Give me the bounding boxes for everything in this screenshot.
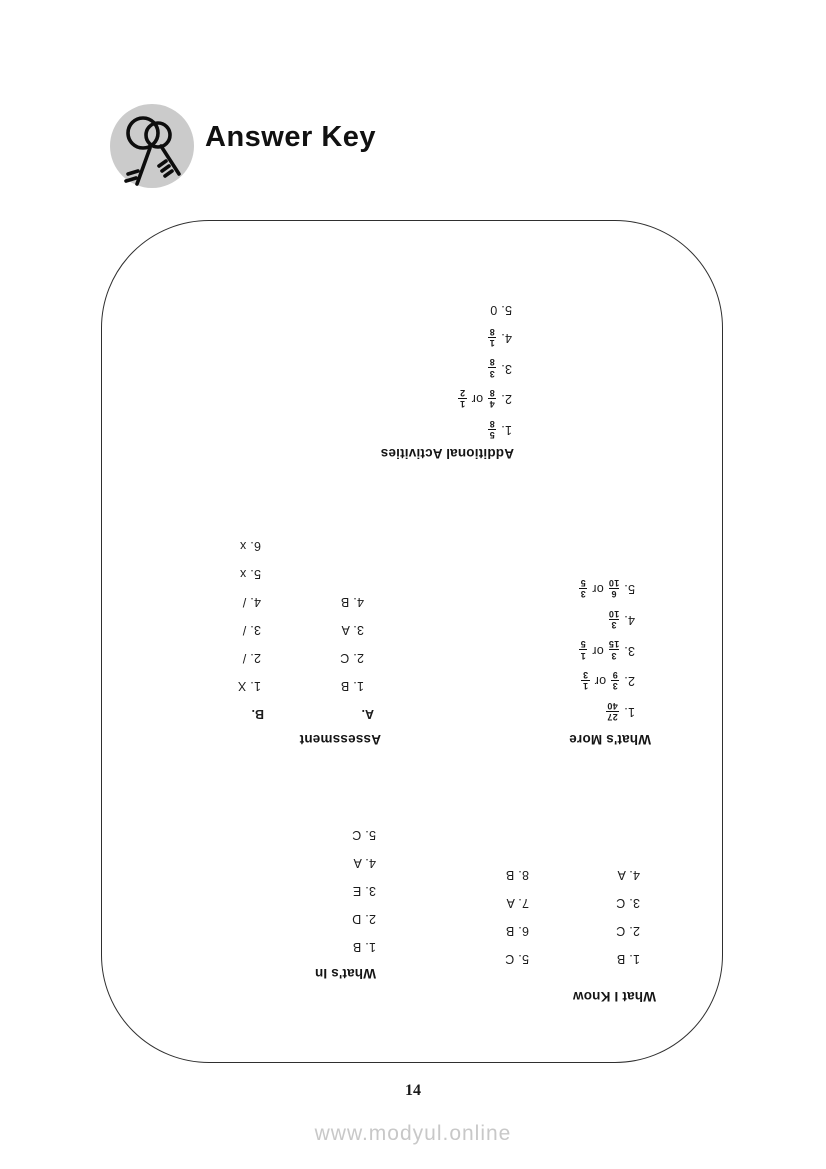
answer-panel bbox=[101, 220, 723, 1063]
answer-item: 3. 3 8 bbox=[294, 357, 512, 379]
fraction: 3 10 bbox=[608, 608, 620, 630]
fraction: 4 8 bbox=[489, 387, 495, 410]
page-number: 14 bbox=[405, 1082, 421, 1099]
fraction: 5 8 bbox=[489, 418, 495, 440]
answers-column bbox=[340, 588, 364, 700]
answer-item: 3. / bbox=[242, 623, 261, 637]
answer-item: 4. 3 10 bbox=[608, 608, 635, 630]
fraction: 3 15 bbox=[608, 639, 620, 661]
answer-item: 5. x bbox=[239, 567, 261, 581]
fraction: 3 9 bbox=[612, 669, 618, 692]
answer-item: 1. B bbox=[340, 679, 364, 693]
answer-item: 3. E bbox=[352, 884, 376, 898]
answer-item: 3. C bbox=[615, 896, 640, 910]
answer-item: 1. 27 40 bbox=[431, 700, 635, 722]
watermark: www.modyul.online bbox=[314, 1122, 512, 1145]
answers-column bbox=[505, 861, 529, 973]
answer-item: 4. / bbox=[242, 595, 261, 609]
answers-column bbox=[238, 532, 261, 700]
section-title: What's In bbox=[314, 966, 376, 981]
answer-item: 3. 3 15 or 1 5 bbox=[431, 639, 635, 661]
section-title: What's More bbox=[569, 732, 651, 747]
fraction: 1 5 bbox=[580, 639, 586, 661]
answer-item: 2. 4 8 or 1 2 bbox=[294, 388, 512, 410]
keys-icon bbox=[110, 104, 194, 188]
section-whats-more bbox=[431, 569, 651, 747]
answer-item: 5. C bbox=[351, 828, 376, 842]
answer-item: 5. 6 10 or 3 5 bbox=[431, 578, 635, 600]
answer-item: 2. 3 9 or 1 3 bbox=[431, 670, 635, 692]
answer-item: 1. B bbox=[616, 952, 640, 966]
answers-list bbox=[294, 303, 512, 440]
answer-item: 1. 5 8 bbox=[294, 418, 512, 440]
page-title: Answer Key bbox=[205, 121, 377, 153]
answer-item: 4. A bbox=[617, 868, 640, 882]
answer-item: 2. C bbox=[615, 924, 640, 938]
answer-item: 3. A bbox=[341, 623, 364, 637]
section-what-i-know bbox=[426, 854, 656, 1004]
fraction: 6 10 bbox=[608, 577, 620, 600]
column-a-label: A. bbox=[361, 707, 374, 721]
answer-item: 2. D bbox=[351, 912, 376, 926]
fraction: 1 2 bbox=[459, 387, 466, 410]
answer-item: 5. C bbox=[504, 952, 529, 966]
section-title: What I Know bbox=[572, 989, 656, 1004]
section-whats-in bbox=[226, 821, 376, 981]
section-assessment bbox=[171, 517, 381, 747]
fraction: 1 8 bbox=[489, 326, 495, 348]
answer-item: 5. 0 bbox=[489, 303, 512, 318]
answer-item: 6. x bbox=[239, 539, 261, 553]
answer-item: 4. 1 8 bbox=[294, 326, 512, 348]
answers-list bbox=[431, 578, 635, 722]
answer-item: 4. A bbox=[353, 856, 376, 870]
rotated-content bbox=[102, 221, 722, 1061]
answer-item: 1. X bbox=[237, 679, 261, 693]
answer-item: 1. B bbox=[352, 940, 376, 954]
answer-item: 2. / bbox=[242, 651, 261, 665]
column-b-label: B. bbox=[251, 707, 264, 721]
answer-item: 4. B bbox=[340, 595, 364, 609]
answer-item: 6. B bbox=[505, 924, 529, 938]
answer-item: 8. B bbox=[505, 868, 529, 882]
fraction: 3 8 bbox=[489, 357, 495, 379]
fraction: 1 3 bbox=[582, 669, 589, 692]
answer-item: 2. C bbox=[339, 651, 364, 665]
section-title: Assessment bbox=[299, 732, 381, 747]
answers-list bbox=[226, 821, 376, 961]
fraction: 27 40 bbox=[607, 700, 618, 722]
answer-item: 7. A bbox=[506, 896, 529, 910]
answers-column bbox=[616, 861, 640, 973]
fraction: 3 5 bbox=[580, 577, 586, 600]
section-additional-activities bbox=[294, 294, 514, 461]
section-title: Additional Activities bbox=[380, 446, 514, 461]
